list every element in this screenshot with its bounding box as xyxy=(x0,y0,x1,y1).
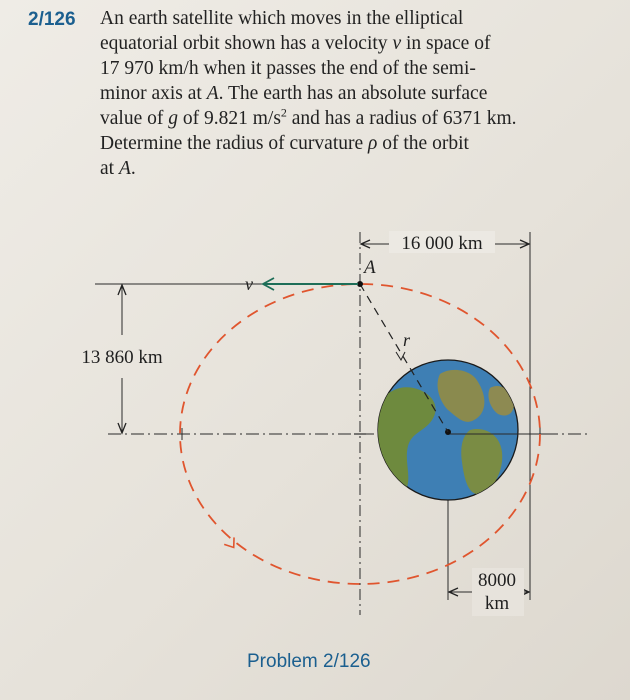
label-A: A xyxy=(364,257,376,278)
problem-line-2-rest: in space of xyxy=(401,33,491,54)
dim-13860-label: 13 860 km xyxy=(81,347,163,368)
problem-line-1: An earth satellite which moves in the elliptical xyxy=(100,8,464,29)
problem-line-6-rest: of the orbit xyxy=(377,133,469,154)
problem-line-7-rest: . xyxy=(130,158,136,179)
velocity-symbol: v xyxy=(392,33,402,54)
problem-line-4-rest: . The earth has an absolute surface xyxy=(218,83,488,104)
dim-16000-label: 16 000 km xyxy=(401,233,483,254)
figure-caption: Problem 2/126 xyxy=(247,651,371,672)
r-arrow xyxy=(396,352,405,360)
problem-line-2-text: equatorial orbit shown has a velocity xyxy=(100,33,393,54)
problem-number: 2/126 xyxy=(28,9,76,30)
dim-8000-label-bottom: km xyxy=(484,593,510,614)
point-symbol: A xyxy=(206,83,219,104)
problem-line-5-text: value of xyxy=(100,108,169,129)
problem-line-7-text: at xyxy=(100,158,119,179)
problem-line-5-mid: of 9.821 m/s xyxy=(177,108,281,129)
problem-line-4-text: minor axis at xyxy=(100,83,207,104)
problem-line-5-rest: and has a radius of 6371 km. xyxy=(286,108,517,129)
label-v: v xyxy=(245,274,253,294)
label-r: r xyxy=(403,330,411,350)
dim-8000-label-top: 8000 xyxy=(478,570,516,591)
problem-line-3: 17 970 km/h when it passes the end of the semi- xyxy=(100,58,476,79)
point-symbol-2: A xyxy=(118,158,131,179)
gravity-symbol: g xyxy=(168,108,178,129)
problem-line-6-text: Determine the radius of curvature xyxy=(100,133,369,154)
rho-symbol: ρ xyxy=(368,133,378,154)
exponent: 2 xyxy=(280,105,287,120)
